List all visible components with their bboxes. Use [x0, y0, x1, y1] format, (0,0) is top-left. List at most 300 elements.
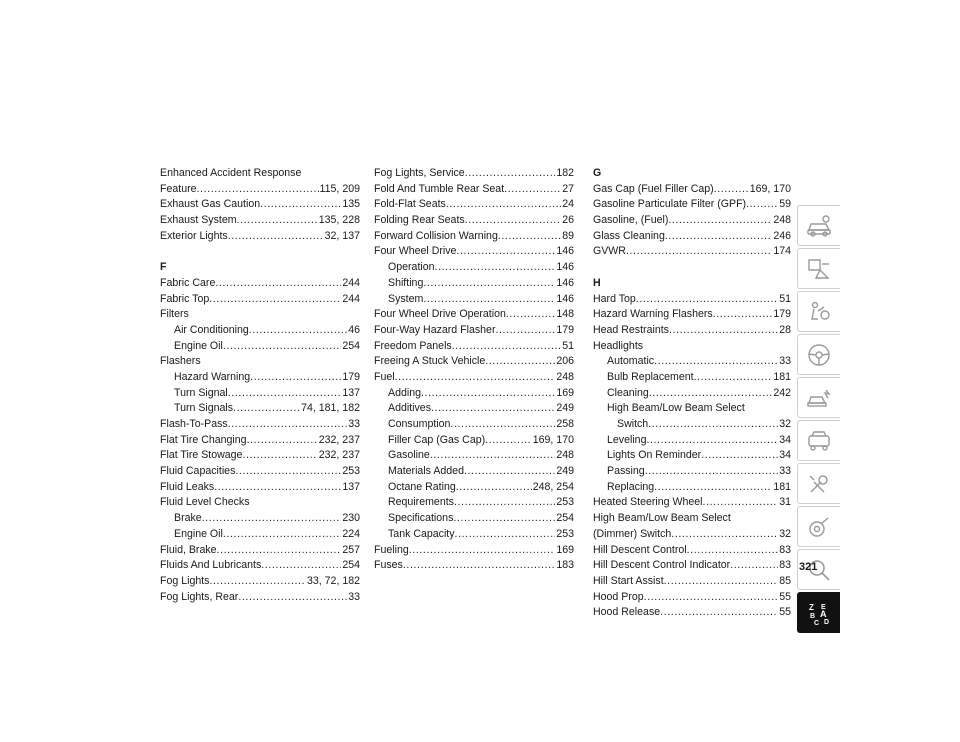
index-entry[interactable]: [374, 323, 574, 339]
index-entry[interactable]: [160, 339, 360, 355]
index-page-ref[interactable]: 34: [779, 433, 791, 446]
index-entry[interactable]: [374, 464, 574, 480]
dot-leader: [504, 182, 561, 198]
index-page-ref[interactable]: 31: [779, 496, 791, 509]
dot-leader: [746, 197, 778, 213]
index-page-ref[interactable]: 146: [556, 292, 574, 305]
index-entry[interactable]: [160, 292, 360, 308]
index-entry[interactable]: [374, 511, 574, 527]
index-page-ref[interactable]: 51: [562, 339, 574, 352]
index-entry[interactable]: [374, 292, 574, 308]
index-heading: Fluid Level Checks: [160, 496, 250, 509]
index-entry[interactable]: [593, 386, 791, 402]
index-entry[interactable]: [593, 323, 791, 339]
index-entry[interactable]: [374, 433, 574, 449]
index-column-2: [374, 166, 574, 574]
index-term: Passing: [607, 465, 645, 478]
index-entry[interactable]: [593, 464, 791, 480]
tab-driving[interactable]: [797, 334, 840, 375]
index-page-ref[interactable]: 169: [556, 386, 574, 399]
index-term: Engine Oil: [174, 527, 223, 540]
index-heading: Headlights: [593, 339, 644, 352]
index-entry[interactable]: [160, 229, 360, 245]
index-entry[interactable]: [160, 433, 360, 449]
index-heading: Enhanced Accident Response: [160, 167, 302, 179]
index-term: Brake: [174, 512, 202, 525]
index-term: Cleaning: [607, 386, 649, 399]
index-entry[interactable]: [374, 260, 574, 276]
index-term: Fuel: [374, 370, 395, 383]
index-page-ref[interactable]: 169: [556, 543, 574, 556]
index-entry[interactable]: [593, 354, 791, 370]
dot-leader: [714, 182, 749, 198]
index-page-ref[interactable]: 135, 228: [318, 214, 360, 227]
dot-leader: [646, 433, 778, 449]
index-page-ref[interactable]: 254: [342, 339, 360, 352]
tab-dashboard[interactable]: [797, 248, 840, 289]
index-page-ref[interactable]: 83: [779, 543, 791, 556]
index-entry[interactable]: [593, 229, 791, 245]
dot-leader: [730, 558, 778, 574]
index-entry[interactable]: [374, 307, 574, 323]
dot-leader: [223, 339, 341, 355]
index-page-ref[interactable]: 115, 209: [319, 182, 360, 195]
index-page-ref[interactable]: 32: [779, 527, 791, 540]
index-page-ref[interactable]: 32: [779, 418, 791, 430]
index-entry[interactable]: [374, 401, 574, 417]
index-page-ref[interactable]: 135: [342, 198, 360, 211]
dot-leader: [456, 244, 555, 260]
index-column-3: [593, 166, 791, 621]
tab-servicing[interactable]: [797, 420, 840, 461]
index-entry[interactable]: [593, 448, 791, 464]
dot-leader: [454, 495, 555, 511]
steering-wheel-icon: [806, 342, 832, 368]
index-heading: High Beam/Low Beam Select: [593, 512, 731, 525]
index-entry[interactable]: [593, 182, 791, 198]
dot-leader: [261, 558, 341, 574]
dot-leader: [485, 433, 532, 449]
index-term: Gasoline: [388, 449, 430, 462]
car-crash-icon: [806, 385, 832, 411]
index-entry[interactable]: [593, 605, 791, 621]
index-term: Fluid Leaks: [160, 480, 215, 493]
index-page-ref[interactable]: 148: [556, 308, 574, 321]
index-page-ref[interactable]: 33: [779, 465, 791, 478]
index-entry[interactable]: [160, 480, 360, 496]
dot-leader: [671, 527, 778, 543]
tab-safety[interactable]: [797, 291, 840, 332]
car-info-icon: [806, 213, 832, 239]
index-page-ref[interactable]: 254: [556, 512, 574, 525]
dot-leader: [687, 543, 779, 559]
index-entry[interactable]: [160, 574, 360, 590]
index-page-ref[interactable]: 181: [773, 480, 791, 493]
svg-text:C: C: [814, 619, 820, 626]
index-term: Folding Rear Seats: [374, 214, 465, 227]
index-page-ref[interactable]: 249: [556, 402, 574, 415]
dot-leader: [217, 543, 342, 559]
index-entry[interactable]: [593, 574, 791, 590]
dot-leader: [645, 464, 779, 480]
dot-leader: [409, 543, 556, 559]
index-entry[interactable]: [593, 527, 791, 543]
index-entry[interactable]: [593, 370, 791, 386]
index-term: Automatic: [607, 355, 655, 368]
dot-leader: [453, 511, 555, 527]
dot-leader: [694, 370, 773, 386]
dot-leader: [242, 448, 317, 464]
dot-leader: [465, 213, 562, 229]
index-entry[interactable]: [374, 558, 574, 574]
index-term: Fog Lights, Rear: [160, 590, 239, 603]
index-entry[interactable]: [160, 558, 360, 574]
index-entry[interactable]: [374, 448, 574, 464]
svg-text:A: A: [820, 608, 827, 619]
index-page-ref[interactable]: 146: [556, 261, 574, 274]
index-page-ref[interactable]: 248: [556, 370, 574, 383]
index-term: Requirements: [388, 496, 454, 509]
airbag-safety-icon: [806, 299, 832, 325]
index-term: Tank Capacity: [388, 527, 455, 540]
index-entry[interactable]: [160, 323, 360, 339]
index-term: Forward Collision Warning: [374, 229, 498, 242]
index-term: Glass Cleaning: [593, 229, 665, 242]
index-term: Hood Prop: [593, 590, 644, 603]
dot-leader: [713, 307, 773, 323]
dot-leader: [228, 229, 324, 245]
tab-emergency[interactable]: [797, 377, 840, 418]
dot-leader: [703, 495, 779, 511]
index-entry[interactable]: [374, 386, 574, 402]
index-entry[interactable]: [374, 182, 574, 198]
index-term: Hill Start Assist: [593, 574, 664, 587]
index-page-ref[interactable]: 55: [779, 590, 791, 603]
index-page-ref[interactable]: 179: [773, 308, 791, 321]
index-term: Flat Tire Changing: [160, 433, 247, 446]
index-entry[interactable]: [160, 386, 360, 402]
dot-leader: [250, 370, 341, 386]
index-term: Hazard Warning Flashers: [593, 308, 713, 321]
index-entry[interactable]: [160, 464, 360, 480]
index-page-ref[interactable]: 24: [562, 198, 574, 211]
index-term: Filler Cap (Gas Cap): [388, 433, 486, 446]
dot-leader: [431, 401, 555, 417]
dot-leader: [506, 307, 555, 323]
index-entry[interactable]: [374, 276, 574, 292]
index-page-ref[interactable]: 32, 137: [324, 229, 360, 242]
svg-text:B: B: [810, 612, 816, 620]
tab-specifications[interactable]: [797, 506, 840, 547]
index-entry[interactable]: [160, 182, 360, 198]
index-entry[interactable]: [160, 276, 360, 292]
index-page-ref[interactable]: 244: [342, 276, 360, 289]
index-page-ref[interactable]: 33: [348, 418, 360, 430]
index-term: Gasoline Particulate Filter (GPF): [593, 198, 747, 211]
index-entry[interactable]: [374, 370, 574, 386]
index-page-ref[interactable]: 248: [773, 214, 791, 227]
index-page-ref[interactable]: 146: [556, 245, 574, 258]
dot-leader: [197, 182, 319, 198]
index-page-ref[interactable]: 230: [342, 512, 360, 525]
index-entry[interactable]: [374, 480, 574, 496]
index-page-ref[interactable]: 146: [556, 276, 574, 289]
index-term: Exhaust Gas Caution: [160, 198, 261, 211]
index-term: Bulb Replacement: [607, 370, 694, 383]
dot-leader: [665, 229, 772, 245]
index-entry[interactable]: [374, 244, 574, 260]
index-entry[interactable]: [160, 213, 360, 229]
index-term: Freedom Panels: [374, 339, 452, 352]
index-term: Additives: [388, 402, 431, 415]
dot-leader: [654, 480, 772, 496]
index-page-ref[interactable]: 55: [779, 606, 791, 619]
dot-leader: [464, 464, 555, 480]
index-entry[interactable]: [593, 307, 791, 323]
dot-leader: [668, 213, 772, 229]
index-page-ref[interactable]: 182: [556, 167, 574, 179]
dot-leader: [228, 386, 342, 402]
index-term: Hard Top: [593, 292, 636, 305]
index-page-ref[interactable]: 183: [556, 559, 574, 572]
svg-text:Z: Z: [809, 602, 814, 612]
index-page-ref[interactable]: 83: [779, 559, 791, 572]
index-entry[interactable]: [593, 495, 791, 511]
index-entry[interactable]: [374, 339, 574, 355]
index-term: Hill Descent Control Indicator: [593, 559, 731, 572]
index-entry[interactable]: [593, 480, 791, 496]
index-term: Feature: [160, 182, 197, 195]
index-page-ref[interactable]: 206: [556, 355, 574, 368]
index-term: Freeing A Stuck Vehicle: [374, 355, 486, 368]
index-page-ref[interactable]: 246: [773, 229, 791, 242]
index-term: Flash-To-Pass: [160, 418, 228, 430]
dot-leader: [626, 244, 772, 260]
dot-leader: [430, 448, 556, 464]
index-entry[interactable]: [593, 292, 791, 308]
index-page-ref[interactable]: 33, 72, 182: [306, 574, 360, 587]
index-page-ref[interactable]: 34: [779, 449, 791, 462]
index-term: Gas Cap (Fuel Filler Cap): [593, 182, 714, 195]
index-term: Fluid Capacities: [160, 465, 236, 478]
index-term: Hood Release: [593, 606, 661, 619]
index-page-ref[interactable]: 169, 170: [532, 433, 574, 446]
index-entry[interactable]: [374, 166, 574, 182]
index-term: Four Wheel Drive Operation: [374, 308, 506, 321]
index-entry[interactable]: [593, 433, 791, 449]
index-entry[interactable]: [374, 354, 574, 370]
index-term: Fluid, Brake: [160, 543, 217, 556]
svg-text:E: E: [821, 603, 826, 611]
dot-leader: [498, 229, 561, 245]
index-page-ref[interactable]: 85: [779, 574, 791, 587]
car-service-icon: [806, 428, 832, 454]
tab-introduction[interactable]: [797, 205, 840, 246]
index-entry[interactable]: [593, 590, 791, 606]
index-term: Fold-Flat Seats: [374, 198, 446, 211]
index-page-ref[interactable]: 179: [556, 323, 574, 336]
index-entry[interactable]: [593, 417, 791, 433]
index-page-ref[interactable]: 28: [779, 323, 791, 336]
dot-leader: [669, 323, 778, 339]
index-az-icon: [806, 600, 832, 626]
index-page-ref[interactable]: 179: [342, 370, 360, 383]
index-term: Lights On Reminder: [607, 449, 702, 462]
dot-leader: [644, 590, 779, 606]
index-term: Fabric Top: [160, 292, 210, 305]
dot-leader: [423, 276, 555, 292]
index-page-ref[interactable]: 74, 181, 182: [301, 402, 360, 415]
index-term: Four-Way Hazard Flasher: [374, 323, 496, 336]
index-term: Consumption: [388, 418, 451, 430]
index-entry[interactable]: [160, 511, 360, 527]
dot-leader: [452, 339, 561, 355]
dot-leader: [450, 417, 555, 433]
dot-leader: [249, 323, 347, 339]
index-term: Fueling: [374, 543, 409, 556]
index-page-ref[interactable]: 46: [348, 323, 360, 336]
dot-leader: [649, 386, 772, 402]
index-page-ref[interactable]: 242: [773, 386, 791, 399]
index-entry[interactable]: [374, 527, 574, 543]
index-page-ref[interactable]: 33: [779, 355, 791, 368]
tab-index[interactable]: [797, 592, 840, 633]
index-heading: Flashers: [160, 355, 201, 368]
index-entry[interactable]: [160, 370, 360, 386]
index-page-ref[interactable]: 232, 237: [318, 449, 360, 462]
dot-leader: [664, 574, 779, 590]
index-entry[interactable]: [160, 590, 360, 606]
index-entry[interactable]: [374, 197, 574, 213]
tab-maintenance[interactable]: [797, 463, 840, 504]
index-term: Head Restraints: [593, 323, 669, 336]
dot-leader: [209, 574, 306, 590]
dot-leader: [237, 213, 318, 229]
index-letter-header: H: [593, 276, 601, 289]
index-entry[interactable]: [593, 213, 791, 229]
index-entry[interactable]: [160, 527, 360, 543]
index-term: (Dimmer) Switch: [593, 527, 672, 540]
dot-leader: [648, 417, 778, 433]
index-page-ref[interactable]: 257: [342, 543, 360, 556]
index-page-ref[interactable]: 51: [779, 292, 791, 305]
dot-leader: [446, 197, 561, 213]
index-entry[interactable]: [593, 543, 791, 559]
index-term: Four Wheel Drive: [374, 245, 457, 258]
index-page-ref[interactable]: 27: [562, 182, 574, 195]
index-term: Exterior Lights: [160, 229, 228, 242]
index-entry[interactable]: [160, 401, 360, 417]
index-term: Operation: [388, 261, 435, 274]
index-page-ref[interactable]: 26: [562, 214, 574, 227]
index-entry[interactable]: [374, 543, 574, 559]
dot-leader: [456, 480, 532, 496]
index-letter-header: G: [593, 167, 602, 179]
index-term: Adding: [388, 386, 421, 399]
svg-text:D: D: [824, 618, 830, 626]
index-page-ref[interactable]: 249: [556, 465, 574, 478]
dot-leader: [495, 323, 555, 339]
index-entry[interactable]: [160, 448, 360, 464]
index-page-ref[interactable]: 169, 170: [749, 182, 791, 195]
index-page-ref[interactable]: 174: [773, 245, 791, 258]
dot-leader: [247, 433, 318, 449]
index-entry[interactable]: [374, 213, 574, 229]
index-term: Octane Rating: [388, 480, 456, 493]
index-page-ref[interactable]: 59: [779, 198, 791, 211]
index-heading: Filters: [160, 308, 189, 321]
index-term: System: [388, 292, 424, 305]
index-term: GVWR: [593, 245, 626, 258]
index-term: Hazard Warning: [174, 370, 251, 383]
index-entry[interactable]: [160, 417, 360, 433]
index-entry[interactable]: [593, 244, 791, 260]
index-page-ref[interactable]: 137: [342, 480, 360, 493]
index-term: Flat Tire Stowage: [160, 449, 243, 462]
dot-leader: [485, 354, 555, 370]
index-entry[interactable]: [160, 197, 360, 213]
dashboard-warning-icon: [806, 256, 832, 282]
dot-leader: [636, 292, 778, 308]
dot-leader: [435, 260, 556, 276]
index-entry[interactable]: [593, 197, 791, 213]
dot-leader: [423, 292, 555, 308]
index-entry[interactable]: [160, 543, 360, 559]
dot-leader: [465, 166, 556, 182]
index-term: Fog Lights: [160, 574, 210, 587]
index-page-ref[interactable]: 253: [556, 496, 574, 509]
index-term: Switch: [617, 418, 649, 430]
index-entry[interactable]: [374, 417, 574, 433]
dot-leader: [654, 354, 778, 370]
dot-leader: [455, 527, 556, 543]
index-page-ref[interactable]: 181: [773, 370, 791, 383]
index-letter-header: F: [160, 261, 167, 274]
index-page-ref[interactable]: 254: [342, 559, 360, 572]
index-column-1: [160, 166, 360, 605]
dot-leader: [701, 448, 778, 464]
index-term: Specifications: [388, 512, 454, 525]
dot-leader: [228, 417, 348, 433]
index-page-ref[interactable]: 248, 254: [532, 480, 574, 493]
index-page-ref[interactable]: 253: [342, 465, 360, 478]
index-term: Fuses: [374, 559, 403, 572]
index-page-ref[interactable]: 232, 237: [318, 433, 360, 446]
index-term: Hill Descent Control: [593, 543, 687, 556]
dot-leader: [260, 197, 341, 213]
index-page-ref[interactable]: 258: [556, 418, 574, 430]
index-page-ref[interactable]: 137: [342, 386, 360, 399]
index-page-ref[interactable]: 33: [348, 590, 360, 603]
dot-leader: [215, 276, 341, 292]
index-page-ref[interactable]: 89: [562, 229, 574, 242]
index-term: Replacing: [607, 480, 655, 493]
index-entry[interactable]: [593, 558, 791, 574]
index-entry[interactable]: [374, 229, 574, 245]
dot-leader: [223, 527, 341, 543]
index-page-ref[interactable]: 248: [556, 449, 574, 462]
index-term: Exhaust System: [160, 214, 237, 227]
index-page-ref[interactable]: 224: [342, 527, 360, 540]
index-term: Fluids And Lubricants: [160, 559, 262, 572]
index-entry[interactable]: [374, 495, 574, 511]
index-term: Heated Steering Wheel: [593, 496, 703, 509]
index-term: Air Conditioning: [174, 323, 249, 336]
index-term: Shifting: [388, 276, 424, 289]
index-page-ref[interactable]: 244: [342, 292, 360, 305]
index-page-ref[interactable]: 253: [556, 527, 574, 540]
index-term: Gasoline, (Fuel): [593, 214, 669, 227]
